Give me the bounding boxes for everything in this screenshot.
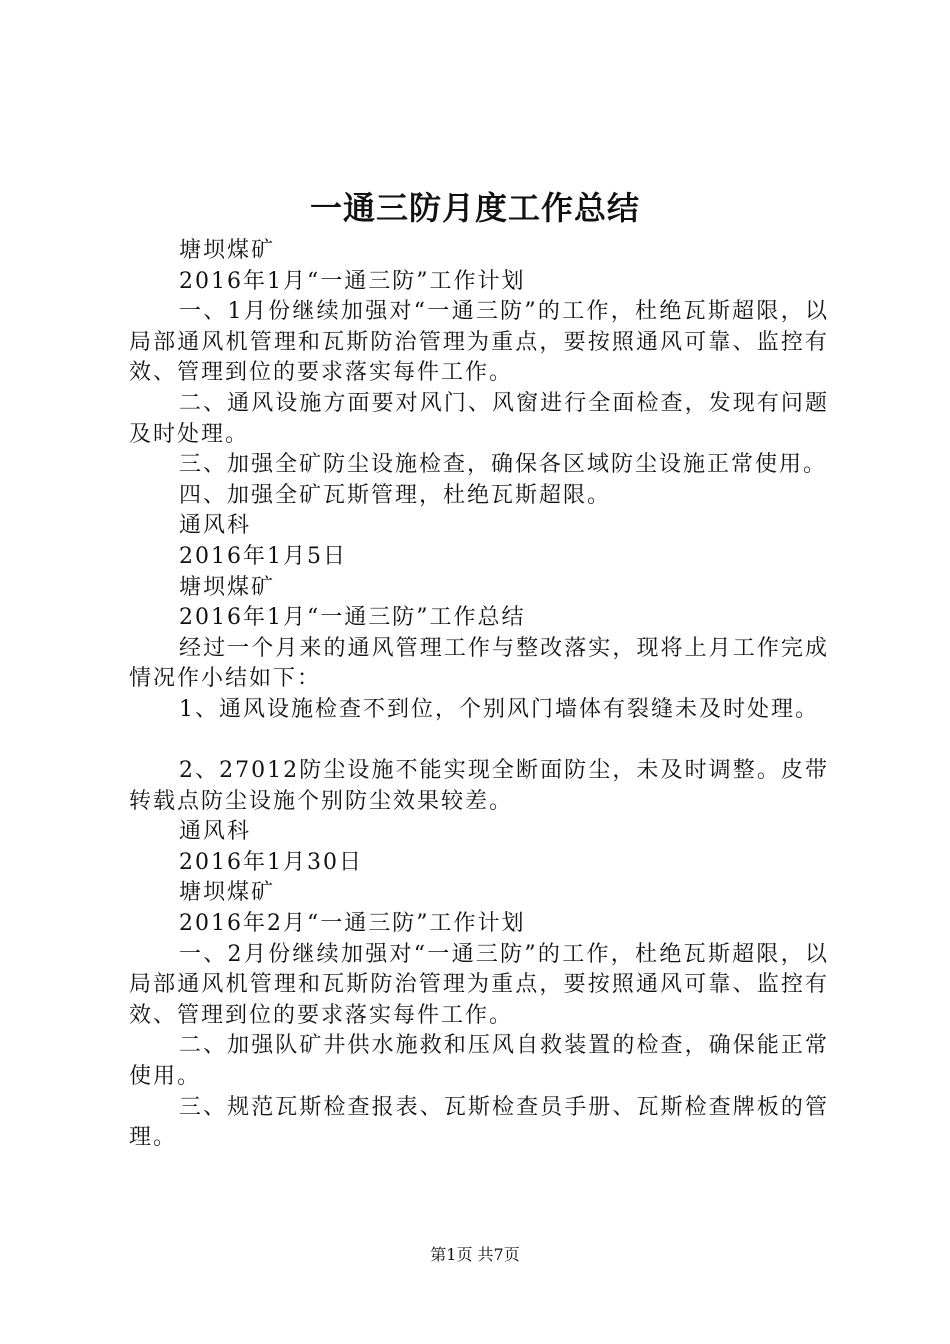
paragraph: 三、加强全矿防尘设施检查，确保各区域防尘设施正常使用。 bbox=[179, 452, 828, 478]
paragraph: 2、27012防尘设施不能实现全断面防尘，未及时调整。皮带转载点防尘设施个别防尘效果较差。 bbox=[129, 758, 829, 814]
document-title: 一通三防月度工作总结 bbox=[309, 189, 640, 227]
paragraph: 一、1月份继续加强对“一通三防”的工作，杜绝瓦斯超限，以局部通风机管理和瓦斯防治管理为重点，要按照通风可靠、监控有效、管理到位的要求落实每件工作。 bbox=[129, 299, 829, 386]
paragraph: 二、加强队矿井供水施救和压风自救装置的检查，确保能正常使用。 bbox=[129, 1033, 829, 1090]
paragraph: 一、2月份继续加强对“一通三防”的工作，杜绝瓦斯超限，以局部通风机管理和瓦斯防治管理为重点，要按照通风可靠、监控有效、管理到位的要求落实每件工作。 bbox=[129, 941, 829, 1028]
section-heading: 2016年2月“一通三防”工作计划 bbox=[179, 911, 526, 937]
org-name: 塘坝煤矿 bbox=[179, 574, 276, 600]
paragraph: 二、通风设施方面要对风门、风窗进行全面检查，发现有问题及时处理。 bbox=[129, 390, 829, 447]
department-signature: 通风科 bbox=[179, 513, 252, 539]
org-name: 塘坝煤矿 bbox=[179, 880, 276, 906]
org-name: 塘坝煤矿 bbox=[179, 238, 276, 263]
date-line: 2016年1月5日 bbox=[179, 543, 347, 569]
document-body bbox=[129, 236, 829, 1154]
paragraph: 1、通风设施检查不到位，个别风门墙体有裂缝未及时处理。 bbox=[179, 696, 819, 722]
section-heading: 2016年1月“一通三防”工作总结 bbox=[179, 605, 526, 631]
paragraph: 三、规范瓦斯检查报表、瓦斯检查员手册、瓦斯检查牌板的管理。 bbox=[129, 1094, 829, 1151]
section-heading: 2016年1月“一通三防”工作计划 bbox=[179, 268, 526, 294]
blank-line bbox=[129, 726, 829, 757]
paragraph: 四、加强全矿瓦斯管理，杜绝瓦斯超限。 bbox=[179, 482, 612, 508]
date-line: 2016年1月30日 bbox=[179, 849, 363, 875]
page-number: 第1页 共7页 bbox=[430, 1245, 520, 1264]
department-signature: 通风科 bbox=[179, 819, 252, 845]
paragraph: 经过一个月来的通风管理工作与整改落实，现将上月工作完成情况作小结如下： bbox=[129, 635, 829, 692]
